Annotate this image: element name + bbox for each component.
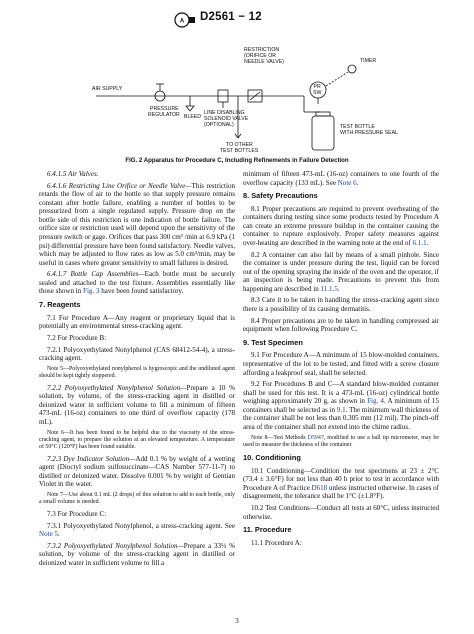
label-pressure-regulator: PRESSURE REGULATOR	[148, 106, 180, 118]
section-heading-10: 10. Conditioning	[243, 453, 301, 463]
para-7-2-1: 7.2.1 Polyoxyethylated Nonylphenol (CAS 68412-54-4), a stress-cracking agent.	[39, 345, 235, 363]
document-designation: D2561 − 12	[200, 11, 262, 23]
para-8-4: 8.4 Proper precautions are to be taken in handling compressed air equipment when following Procedure C.	[243, 316, 439, 334]
right-column	[243, 170, 439, 551]
label-timer: TIMER	[360, 58, 377, 64]
label-line-disabling: LINE DISABLING SOLENOID VALVE (OPTIONAL)	[204, 110, 249, 128]
link-d5947[interactable]: D5947	[307, 434, 324, 441]
para-7-1: 7.1 For Procedure A—Any reagent or proprietary liquid that is potentially an environmental stress-cracking agent.	[39, 313, 235, 331]
para-8-1: 8.1 Proper precautions are required to prevent overheating of the containers during testing since some products tested by Procedure A can create an extreme pressure buildup in the container causing the container to rupture explosively. Proper safety measures against over-heating are described in the warning note at the end of 6.1.1.	[243, 204, 439, 247]
apparatus-figure	[72, 38, 404, 156]
link-note-6[interactable]: Note 6	[337, 178, 357, 187]
para-6-4-1-7: 6.4.1.7 Bottle Cap Assemblies—Each bottle must be securely sealed and attached to the test fixture. Assemblies essentially like those shown in Fig. 3 have been found satisfactory.	[39, 270, 235, 296]
link-fig-3[interactable]: Fig. 3	[83, 287, 100, 296]
figure-caption: FIG. 2 Apparatus for Procedure C, Including Refinements in Failure Detection	[125, 157, 349, 164]
note-5: Note 5—Polyoxyethylated nonylphenol is hygroscopic and the undiluted agent should be kept tightly stoppered.	[39, 365, 235, 380]
para-11-1: 11.1 Procedure A:	[251, 538, 302, 547]
label-bleed: BLEED	[184, 114, 202, 120]
para-6-4-1-5: 6.4.1.5 Air Valves.	[47, 170, 99, 178]
para-7-2: 7.2 For Procedure B:	[47, 333, 107, 342]
page-header	[0, 6, 474, 26]
para-7-3-1: 7.3.1 Polyoxyethylated Nonylphenol, a stress-cracking agent. See Note 5.	[39, 521, 235, 539]
link-6-1-1[interactable]: 6.1.1	[412, 238, 427, 247]
note-7: Note 7—Use about 0.1 mL (2 drops) of this solution to add to each bottle, only a small volume is needed.	[39, 492, 235, 506]
section-heading-8: 8. Safety Precautions	[243, 191, 318, 201]
link-d618[interactable]: D618	[311, 483, 328, 492]
section-heading-7: 7. Reagents	[39, 300, 81, 310]
link-9-1[interactable]: 9.1	[336, 405, 346, 414]
para-6-4-1-6: 6.4.1.6 Restricting Line Orifice or Needle Valve—This restriction retards the flow of air to the bottle so that supply pressure remains constant after bottle failure, enabling a number of bottles to be pressurized from a single regulated supply. Pressure drop on the bottle side of this restriction is one indication of bottle failure. The orifice size or restriction used will depend upon the sensitivity of the pressure switch or gage. Orifices that pass 300 cm³ /min at 6.9 kPa (1 psi) differential pressure have been found satisfactory. Needle valves, which may be adjusted to flow rates as low as 5.0 cm³/min, may be useful in cases where greater sensitivity to small failures is desired.	[39, 181, 235, 267]
label-pr-sw: PR SW	[313, 84, 322, 96]
page-number: 3	[235, 617, 239, 625]
para-10-2: 10.2 Test Conditions—Conduct all tests at 60°C, unless instructed otherwise.	[243, 504, 439, 521]
link-fig-4[interactable]: Fig. 4	[367, 397, 384, 406]
para-7-3-2: 7.3.2 Polyoxyethylated Nonylphenol Solution—Prepare a 33⅓ % solution, by volume of the stress-cracking agent in distilled or deionized water in sufficient volume to fill a	[39, 541, 235, 567]
para-9-2: 9.2 For Procedures B and C—A standard blow-molded container shall be used for this test. It is a 473-mL (16-oz) cylindrical bottle weighing approximately 20 g, as shown in Fig. 4. A minimum of 15 containers shall be selected as in 9.1. The minimum wall thickness of the container shall be not less than 0.305 mm (12 mil). The pinch-off area of the container shall not extend into the chime radius.	[243, 380, 439, 431]
para-7-3-2-cont: minimum of fifteen 473-mL (16-oz) containers to one fourth of the overflow capacity (133 mL). See Note 6.	[243, 170, 439, 187]
para-8-2: 8.2 A container can also fail by means of a small pinhole. Since the container is under pressure during the test, liquid can be forced out of the opening spraying the inside of the oven and the operator, if an inspection is being made. Precautions to prevent this from happening are described in 11.1.5.	[243, 250, 439, 293]
label-to-other: TO OTHER TEST BOTTLES	[220, 142, 259, 154]
label-air-supply: AIR SUPPLY	[92, 86, 123, 92]
section-heading-11: 11. Procedure	[243, 525, 292, 535]
para-7-2-3: 7.2.3 Dye Indicator Solution—Add 0.1 % by weight of a wetting agent (Dioctyl sodium sulfosuccinate—CAS Number 577-11-7) to distilled or deionized water. Dissolve 0.001 % by weight of Gentian Violet in the water.	[39, 454, 235, 489]
note-6: Note 6—It has been found to be helpful due to the viscosity of the stress-cracking agent, to prepare the solution at an elevated temperature. A temperature of 50°C (120°F) has been found suitable.	[39, 429, 235, 451]
figure-labels	[92, 47, 398, 154]
para-8-3: 8.3 Care it to be taken in handling the stress-cracking agent since there is a possibility of its causing dermatitis.	[243, 296, 439, 314]
para-10-1: 10.1 Conditioning—Condition the test specimens at 23 ± 2°C (73.4 ± 3.6°F) for not less than 40 h prior to test in accordance with Procedure A of Practice D618 unless instructed otherwise. In cases of disagreement, the tolerance shall be 1°C (±1.8°F).	[243, 466, 439, 501]
left-column	[39, 170, 235, 571]
para-7-2-2: 7.2.2 Polyoxyethylated Nonylphenol Solution—Prepare a 10 % solution, by volume, of the stress-cracking agent in distilled or deionized water in sufficient volume to fill a minimum of fifteen 473-mL (16-oz) containers to one third of overflow capacity (178 mL).	[39, 383, 235, 426]
para-9-1: 9.1 For Procedure A—A minimum of 15 blow-molded containers, representative of the lot to be tested, and fitted with a screw closure affording a leakproof seal, shall be selected.	[243, 351, 439, 377]
note-8: Note 8—Test Methods D5947, modified to use a ball tip micrometer, may be used to measure the thickness of the container.	[243, 434, 439, 448]
astm-logo-icon	[174, 12, 196, 28]
link-note-5[interactable]: Note 5	[39, 530, 58, 539]
para-7-3: 7.3 For Procedure C:	[47, 509, 107, 518]
link-11-1-5[interactable]: 11.1.5	[320, 284, 338, 293]
label-restriction: RESTRICTION (ORIFICE OR NEEDLE VALVE)	[244, 47, 284, 65]
svg-text:A: A	[179, 18, 185, 25]
label-test-bottle: TEST BOTTLE WITH PRESSURE SEAL	[340, 124, 398, 136]
section-heading-9: 9. Test Specimen	[243, 337, 303, 347]
